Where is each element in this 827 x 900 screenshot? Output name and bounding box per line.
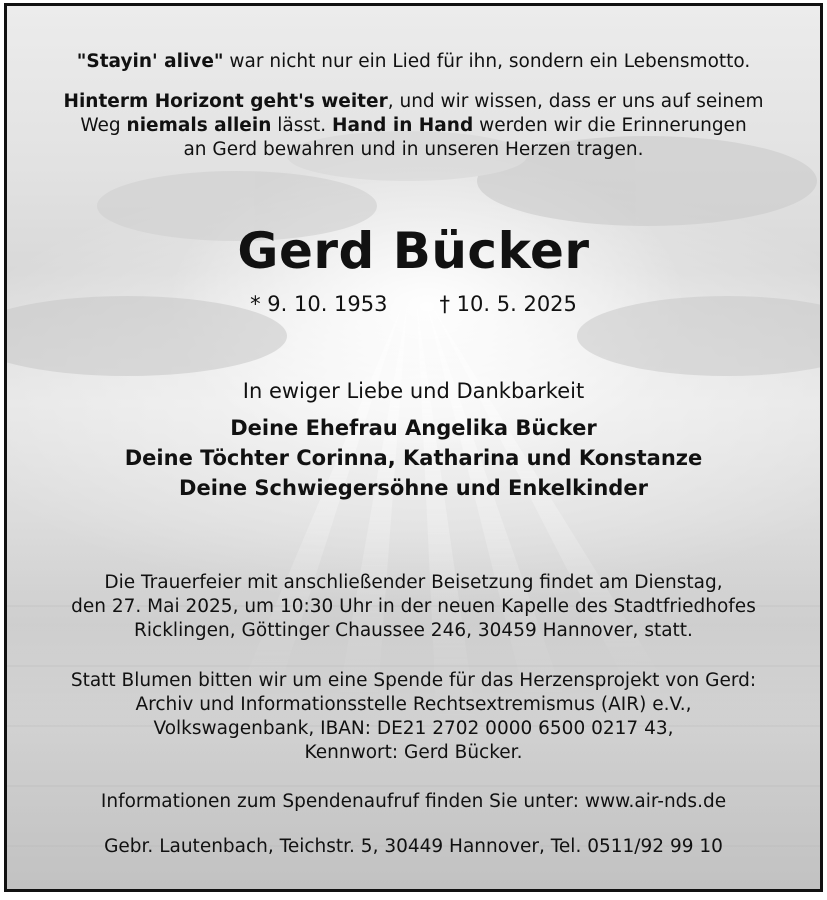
motto-line-1 (7, 50, 820, 74)
life-dates (7, 292, 820, 316)
motto-song-title: "Stayin' alive" (76, 51, 224, 72)
donation-line: Kennwort: Gerd Bücker. (304, 742, 523, 763)
funeral-line: den 27. Mai 2025, um 10:30 Uhr in der neuen Kapelle des Stadtfriedhofes (71, 596, 756, 617)
donation-line: Statt Blumen bitten wir um eine Spende für das Herzensprojekt von Gerd: (70, 670, 757, 691)
motto-line-4: an Gerd bewahren und in unseren Herzen tragen. (183, 139, 644, 160)
motto-line-2 (7, 90, 820, 114)
motto-text: , und wir wissen, dass er uns auf seinem (387, 91, 764, 112)
motto-phrase-bold: niemals allein (126, 115, 272, 136)
funeral-line: Ricklingen, Göttinger Chaussee 246, 30459 Hannover, statt. (134, 620, 693, 641)
mourner-line: Deine Ehefrau Angelika Bücker (230, 416, 597, 440)
motto-line-3 (7, 114, 820, 138)
donation-line: Archiv und Informationsstelle Rechtsextremismus (AIR) e.V., (135, 694, 692, 715)
motto-text: Weg (80, 115, 127, 136)
motto-text: war nicht nur ein Lied für ihn, sondern ein Lebensmotto. (223, 51, 751, 72)
donation-info-line: Informationen zum Spendenaufruf finden Sie unter: www.air-nds.de (100, 791, 727, 812)
mourner-line: Deine Schwiegersöhne und Enkelkinder (179, 476, 648, 500)
motto-text: werden wir die Erinnerungen (473, 115, 747, 136)
mourners-intro: In ewiger Liebe und Dankbarkeit (242, 379, 585, 403)
funeral-line: Die Trauerfeier mit anschließender Beisetzung findet am Dienstag, (104, 572, 723, 593)
motto-phrase-bold: Hinterm Horizont geht's weiter (63, 91, 388, 112)
death-date: † 10. 5. 2025 (439, 292, 577, 316)
birth-date: * 9. 10. 1953 (250, 292, 388, 316)
deceased-name: Gerd Bücker (237, 222, 590, 280)
motto-text: lässt. (271, 115, 333, 136)
mourner-line: Deine Töchter Corinna, Katharina und Konstanze (124, 446, 703, 470)
donation-line: Volkswagenbank, IBAN: DE21 2702 0000 6500 0217 43, (153, 718, 674, 739)
motto-phrase-bold: Hand in Hand (332, 115, 474, 136)
undertaker-line: Gebr. Lautenbach, Teichstr. 5, 30449 Hannover, Tel. 0511/92 99 10 (104, 836, 723, 857)
obituary-card (4, 3, 823, 892)
